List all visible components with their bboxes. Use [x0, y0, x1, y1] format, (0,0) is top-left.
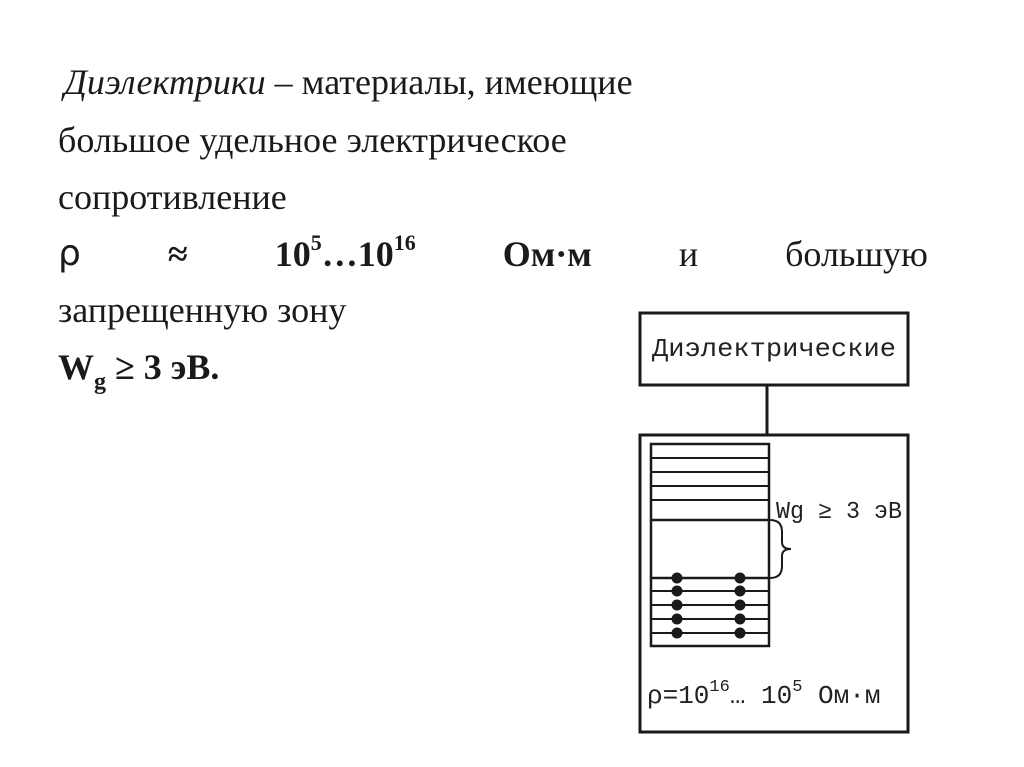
electron-dot — [672, 628, 683, 639]
gap-label: Wg ≥ 3 эВ — [776, 499, 902, 526]
electron-dot — [735, 614, 746, 625]
wg-main: W — [58, 347, 94, 387]
definition-line-3: сопротивление — [58, 177, 287, 217]
electron-dot — [672, 586, 683, 597]
range-base-low: 10 — [274, 234, 311, 274]
approx-symbol: ≈ — [167, 234, 188, 274]
definition-line-5: запрещенную зону — [58, 290, 347, 330]
gap-brace — [770, 520, 791, 578]
rho-label-prefix: ρ=10 — [647, 681, 710, 711]
valence-band — [651, 573, 769, 647]
rho-label — [647, 678, 880, 711]
electron-dot — [735, 573, 746, 584]
electron-dot — [672, 614, 683, 625]
definition-line-2: большое удельное электрическое — [58, 120, 567, 160]
rho-symbol: ρ — [58, 233, 81, 274]
term-dielectrics: Диэлектрики — [64, 62, 266, 102]
diagram-title: Диэлектрические — [652, 334, 896, 364]
electron-dot — [672, 573, 683, 584]
word-large: большую — [785, 234, 928, 274]
range-base-high: 10 — [357, 234, 394, 274]
valence-band-frame — [651, 578, 769, 646]
range-ellipsis: … — [321, 234, 358, 274]
electron-dot — [672, 600, 683, 611]
dash: – — [265, 62, 302, 102]
range-exp-low: 5 — [310, 230, 322, 255]
resistivity-unit: Ом·м — [502, 234, 592, 274]
rho-exp-low: 5 — [792, 678, 803, 697]
electron-dot — [735, 586, 746, 597]
electron-dot — [735, 600, 746, 611]
range-exp-high: 16 — [393, 230, 416, 255]
conduction-band-frame — [651, 444, 769, 520]
rho-label-mid: … 10 — [729, 681, 793, 711]
rho-label-unit: Ом·м — [802, 681, 881, 711]
wg-rest: ≥ 3 эВ. — [106, 347, 220, 387]
wg-subscript: g — [94, 369, 106, 395]
rho-exp-high: 16 — [709, 678, 730, 697]
electron-dot — [735, 628, 746, 639]
line1-rest: материалы, имеющие — [301, 62, 633, 102]
conjunction: и — [678, 234, 699, 274]
conduction-band — [651, 444, 769, 520]
